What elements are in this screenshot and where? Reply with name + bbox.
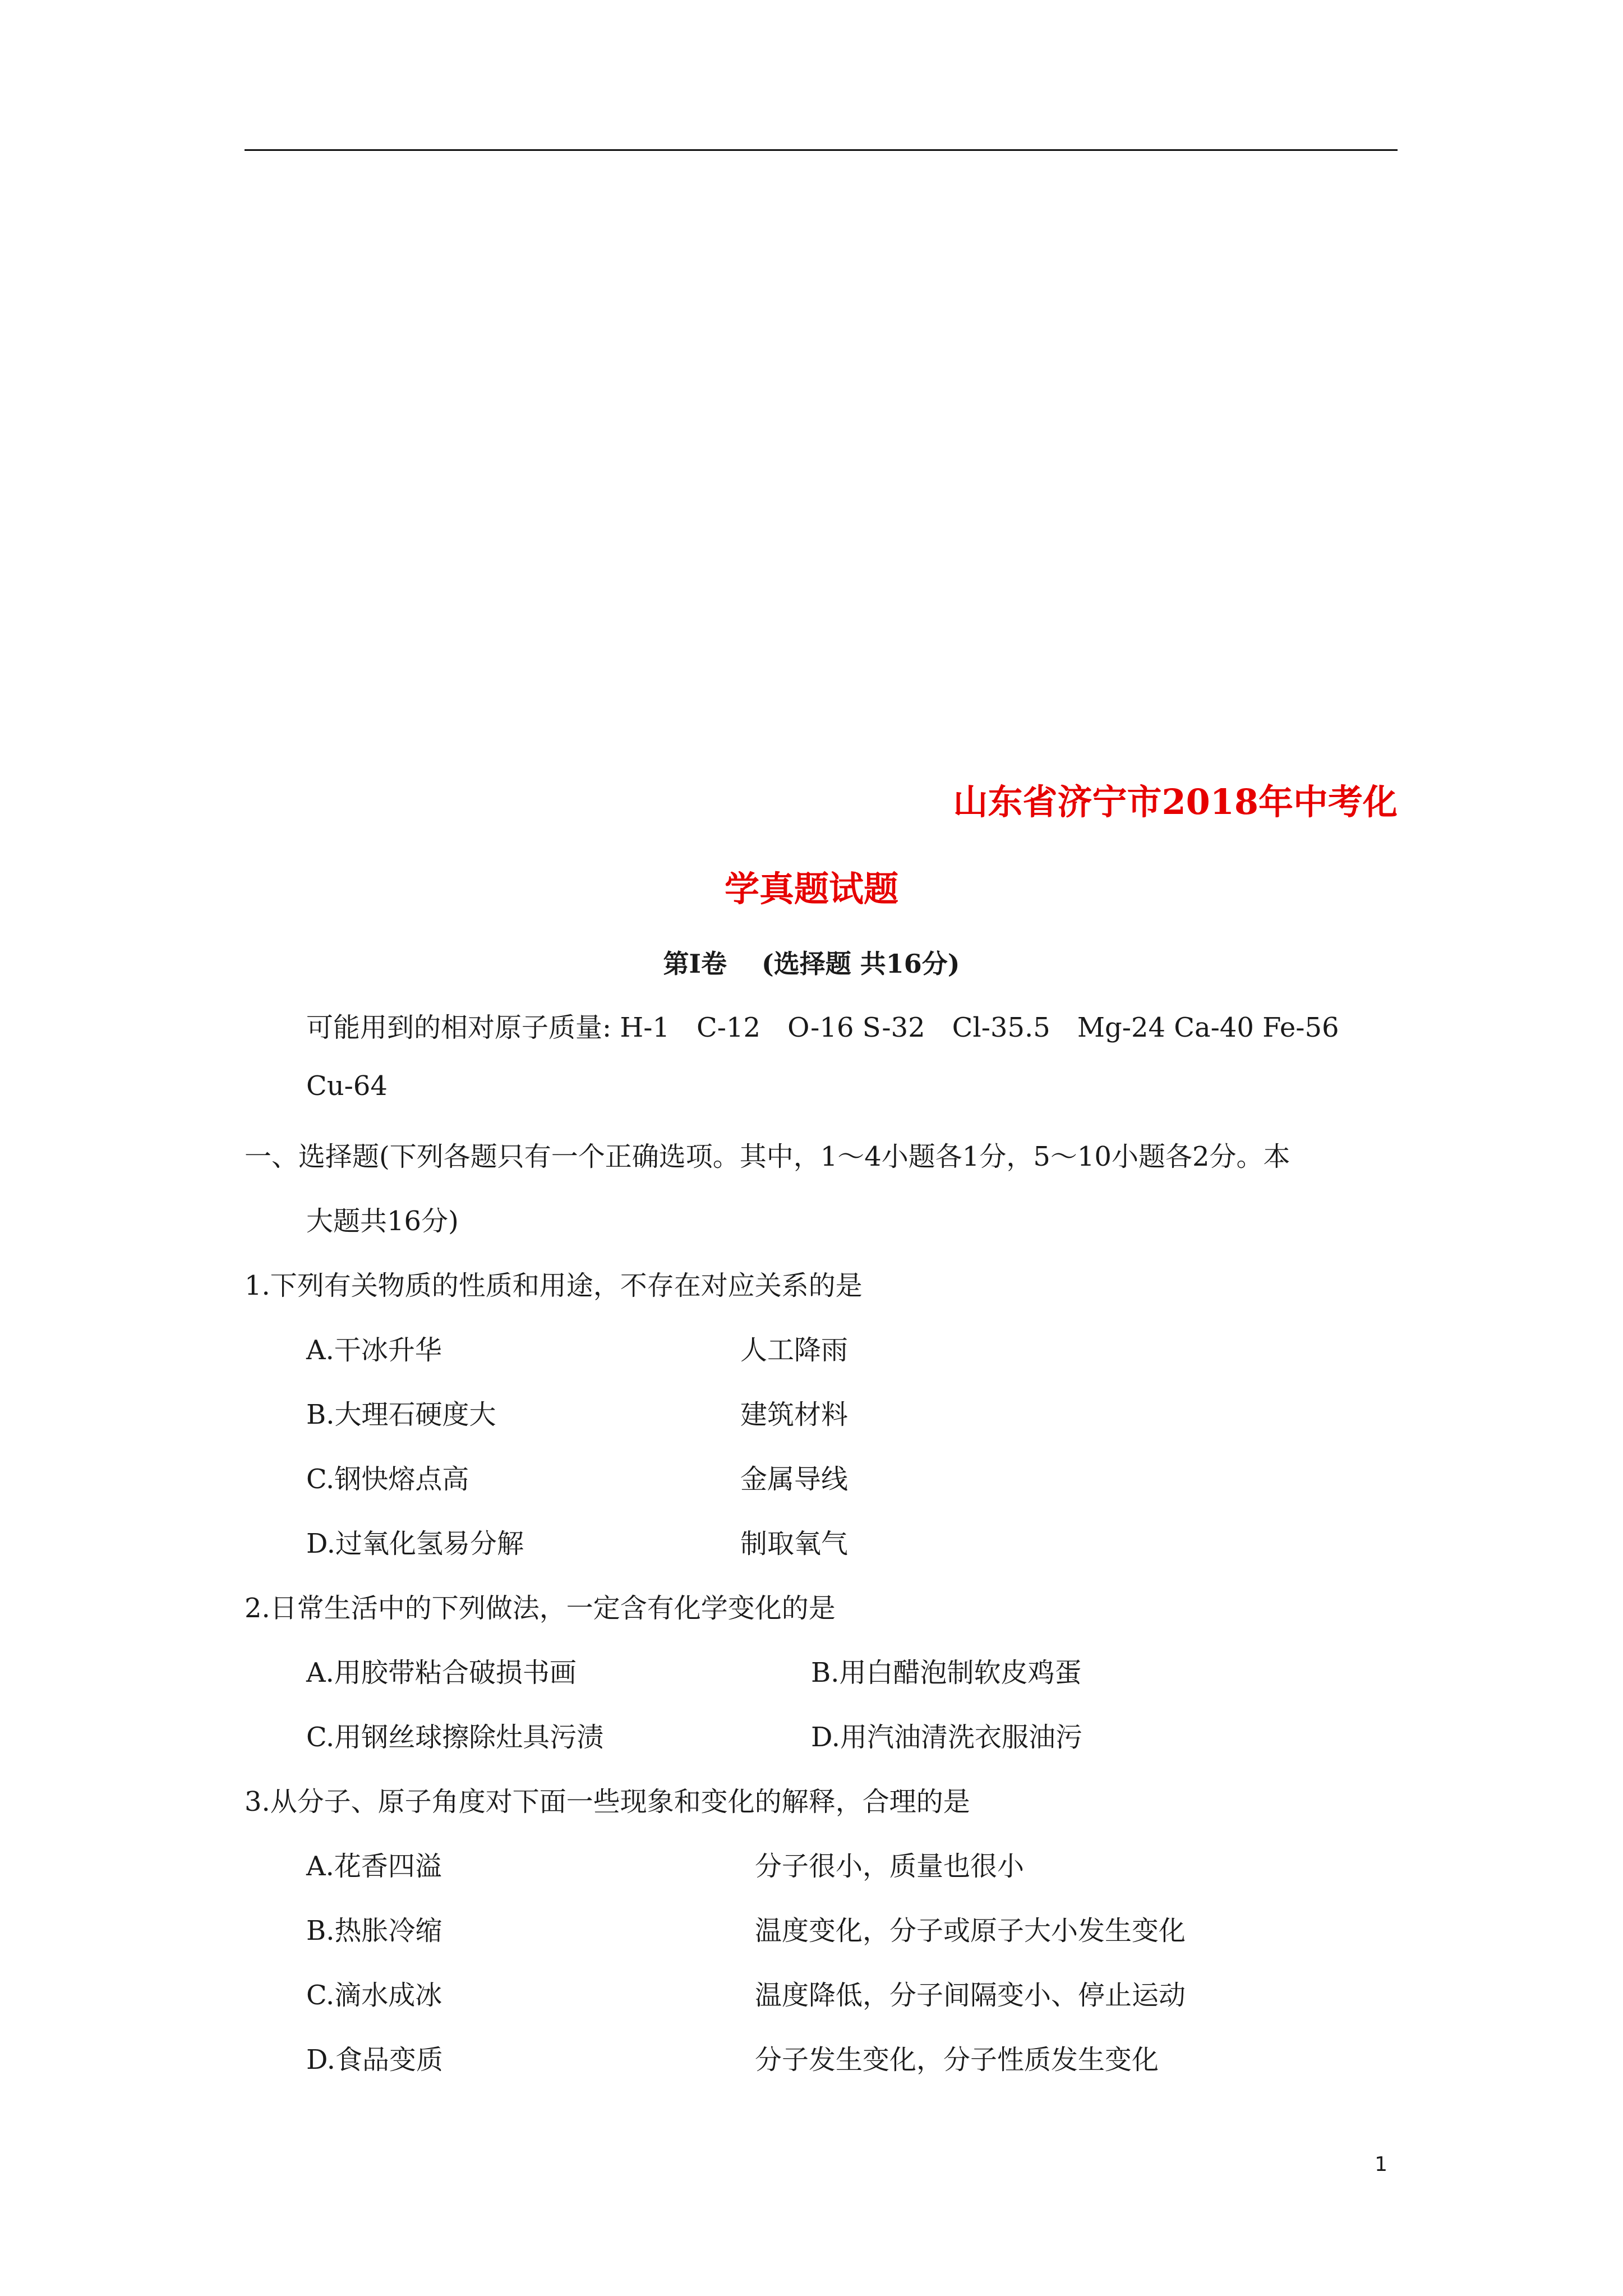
q1-option-d: D.过氧化氢易分解 <box>306 1528 524 1559</box>
q1-option-c: C.钢快熔点高 <box>306 1464 469 1495</box>
q3-option-d: D.食品变质 <box>306 2044 444 2076</box>
q3-option-c: C.滴水成冰 <box>306 1980 442 2011</box>
title-line-2: 学真题试题 <box>724 868 898 909</box>
q2-option-b: B.用白醋泡制软皮鸡蛋 <box>811 1657 1082 1688</box>
title-line-1: 山东省济宁市2018年中考化 <box>953 781 1398 822</box>
q2-option-d: D.用汽油清洗衣服油污 <box>811 1722 1083 1753</box>
q1-option-d-use: 制取氧气 <box>740 1528 849 1559</box>
q2-option-a: A.用胶带粘合破损书画 <box>306 1657 577 1688</box>
q3-option-b-explanation: 温度变化，分子或原子大小发生变化 <box>755 1915 1186 1947</box>
part-instructions-line-2: 大题共16分) <box>306 1205 459 1237</box>
q3-option-a: A.花香四溢 <box>306 1851 442 1882</box>
page-number: 1 <box>1375 2153 1387 2176</box>
question-2-stem: 2.日常生活中的下列做法，一定含有化学变化的是 <box>245 1593 836 1624</box>
q1-option-a: A.干冰升华 <box>306 1335 442 1366</box>
q1-option-a-use: 人工降雨 <box>740 1335 849 1366</box>
q3-option-a-explanation: 分子很小，质量也很小 <box>755 1851 1025 1882</box>
question-1-stem: 1.下列有关物质的性质和用途，不存在对应关系的是 <box>245 1270 863 1301</box>
question-3-stem: 3.从分子、原子角度对下面一些现象和变化的解释，合理的是 <box>245 1786 970 1818</box>
q3-option-d-explanation: 分子发生变化，分子性质发生变化 <box>755 2044 1159 2076</box>
q1-option-b: B.大理石硬度大 <box>306 1399 496 1430</box>
q1-option-b-use: 建筑材料 <box>740 1399 849 1430</box>
section-header: 第I卷 (选择题 共16分) <box>663 949 960 979</box>
q3-option-b: B.热胀冷缩 <box>306 1915 442 1947</box>
part-instructions-line-1: 一、选择题(下列各题只有一个正确选项。其中，1～4小题各1分，5～10小题各2分。本 <box>245 1141 1290 1172</box>
header-rule <box>245 149 1398 151</box>
q1-option-c-use: 金属导线 <box>740 1464 849 1495</box>
atomic-mass-line-2: Cu-64 <box>306 1070 388 1102</box>
q3-option-c-explanation: 温度降低，分子间隔变小、停止运动 <box>755 1980 1186 2011</box>
q2-option-c: C.用钢丝球擦除灶具污渍 <box>306 1722 604 1753</box>
atomic-mass-line-1: 可能用到的相对原子质量: H-1 C-12 O-16 S-32 Cl-35.5 Mg-24 Ca-40 Fe-56 <box>306 1012 1339 1043</box>
